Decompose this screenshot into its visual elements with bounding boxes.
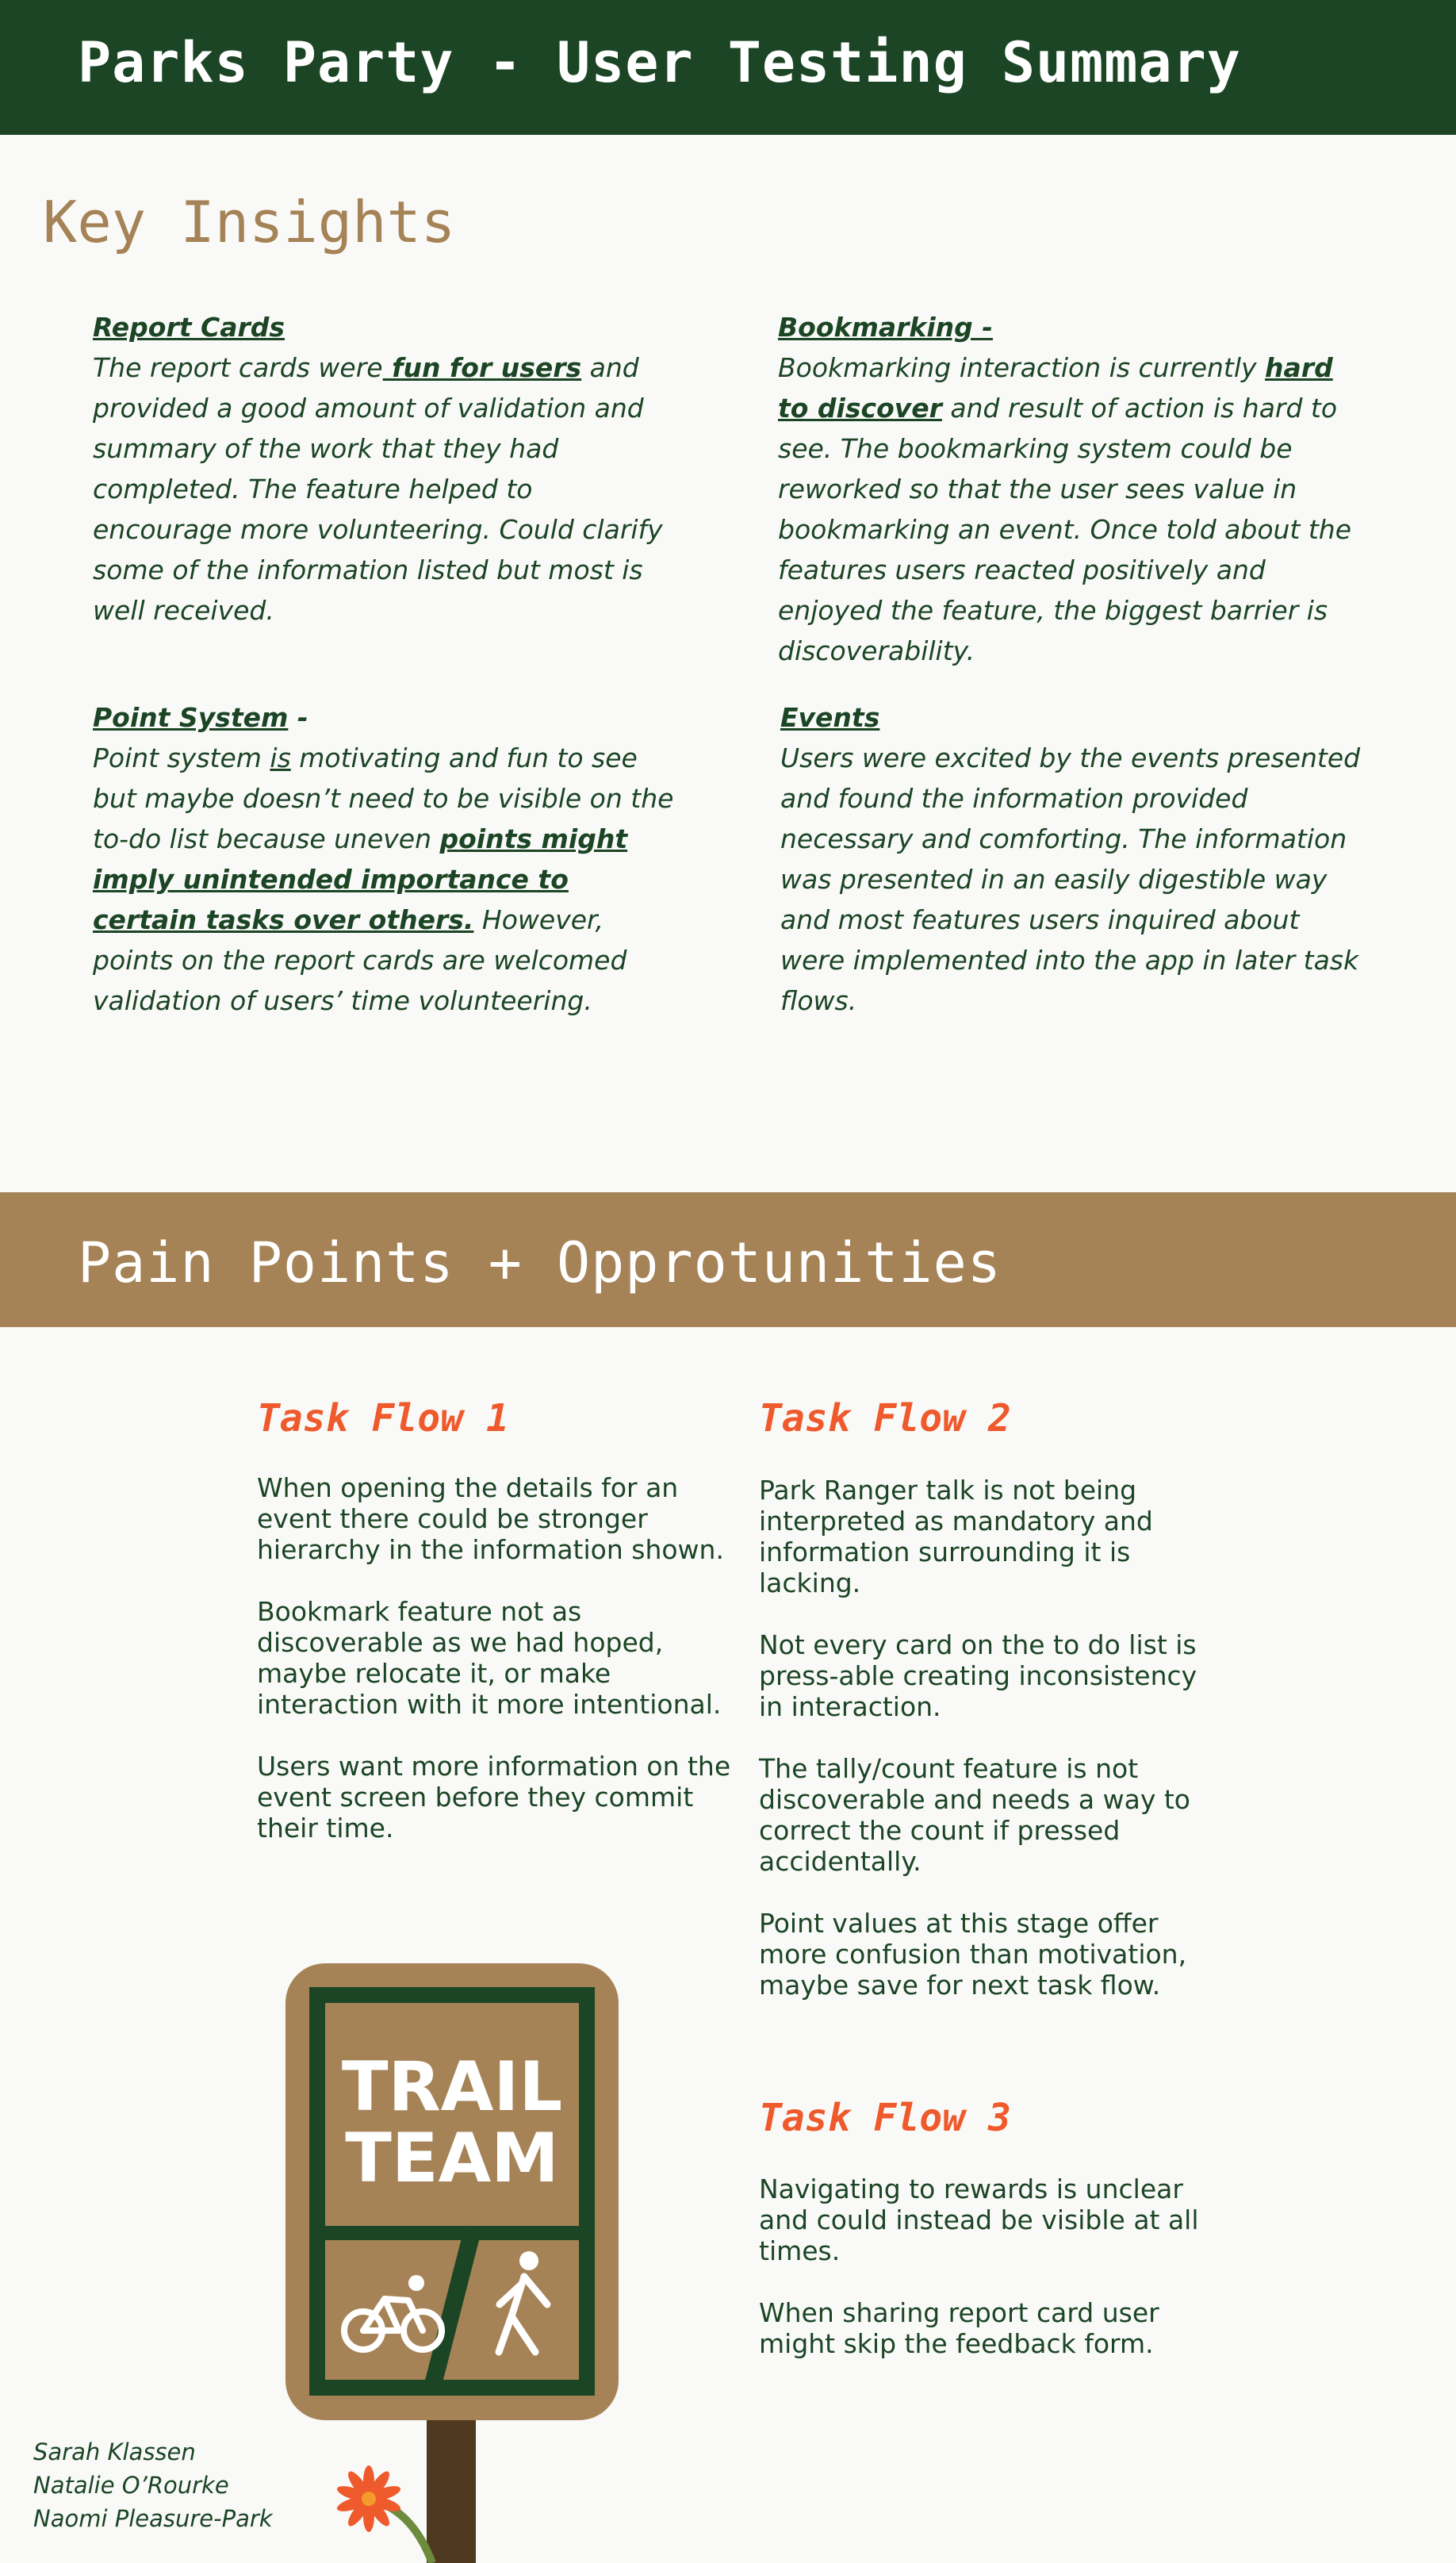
insight-title: Report Cards bbox=[93, 312, 285, 343]
author-name: Natalie O’Rourke bbox=[33, 2472, 229, 2499]
sign-post bbox=[427, 2415, 476, 2563]
emphasis-text: points might imply unintended importance to certain tasks over others. bbox=[93, 823, 628, 935]
insight-body: Users were excited by the events presented and found the information provided necessary and comforting. The information was presented in an easily digestible way and most features users inquired about were implemented into the app in later task flows. bbox=[780, 742, 1361, 1016]
author-name: Naomi Pleasure-Park bbox=[33, 2505, 273, 2532]
task-flow-3-body bbox=[759, 2174, 1203, 2390]
insight-report-cards bbox=[93, 307, 680, 631]
sign-line-2: TEAM bbox=[345, 2119, 559, 2198]
author-name: Sarah Klassen bbox=[33, 2438, 196, 2465]
list-item: Users want more information on the event screen before they commit their time. bbox=[257, 1751, 731, 1844]
insight-events bbox=[780, 697, 1367, 1021]
list-item: Point values at this stage offer more confusion than motivation, maybe save for next task flow. bbox=[759, 1908, 1187, 2001]
task-flow-3-title: Task Flow 3 bbox=[759, 2096, 1011, 2140]
task-flow-1-title: Task Flow 1 bbox=[257, 1396, 509, 1441]
insight-bookmarking bbox=[778, 307, 1365, 671]
insight-point-system bbox=[93, 697, 680, 1021]
page-title: Parks Party - User Testing Summary bbox=[78, 30, 1241, 95]
task-flow-2-title: Task Flow 2 bbox=[759, 1396, 1011, 1441]
authors-list bbox=[33, 2435, 273, 2535]
list-item: Not every card on the to do list is press-able creating inconsistency in interaction. bbox=[759, 1629, 1197, 1722]
list-item: Bookmark feature not as discoverable as we had hoped, maybe relocate it, or make interaction with it more intentional. bbox=[257, 1596, 722, 1720]
list-item: The tally/count feature is not discoverable and needs a way to correct the count if pressed accidentally. bbox=[759, 1753, 1190, 1877]
task-flow-1-body bbox=[257, 1472, 733, 1874]
list-item: When sharing report card user might skip the feedback form. bbox=[759, 2297, 1159, 2359]
insight-body: Bookmarking interaction is currently hard to discover and result of action is hard to see. The bookmarking system could be reworked so that the user sees value in bookmarking an event. Once told about the features users reacted positively and enjoyed the feature, the biggest barrier is discoverability. bbox=[778, 352, 1352, 666]
emphasis-text: fun for users bbox=[382, 352, 582, 383]
emphasis-text: hard to discover bbox=[778, 352, 1333, 424]
header-band bbox=[0, 0, 1456, 135]
pain-points-heading: Pain Points + Opprotunities bbox=[78, 1230, 1002, 1295]
insight-title: Events bbox=[780, 702, 880, 733]
list-item: Park Ranger talk is not being interpreted as mandatory and information surrounding it is lacking. bbox=[759, 1475, 1153, 1598]
trail-team-sign bbox=[274, 1951, 638, 2563]
list-item: When opening the details for an event there could be stronger hierarchy in the information shown. bbox=[257, 1472, 724, 1565]
insight-body: Point system is motivating and fun to see but maybe doesn’t need to be visible on the to-do list because uneven points might imply unintended importance to certain tasks over others. However, points on the report cards are welcomed validation of users’ time volunteering. bbox=[93, 742, 674, 1016]
insight-title-row: Point System - bbox=[93, 702, 308, 733]
insight-title: Bookmarking - bbox=[778, 312, 993, 343]
flower-icon bbox=[335, 2465, 402, 2532]
insight-title: Point System bbox=[93, 702, 289, 733]
key-insights-heading: Key Insights bbox=[43, 189, 456, 255]
pain-points-band bbox=[0, 1192, 1456, 1327]
insight-body: The report cards were fun for users and provided a good amount of validation and summary of the work that they had completed. The feature helped to encourage more volunteering. Could clarify some of the information listed but most is well received. bbox=[93, 352, 663, 626]
sign-line-1: TRAIL bbox=[341, 2047, 563, 2127]
list-item: Navigating to rewards is unclear and could instead be visible at all times. bbox=[759, 2174, 1199, 2266]
task-flow-2-body bbox=[759, 1475, 1203, 2032]
